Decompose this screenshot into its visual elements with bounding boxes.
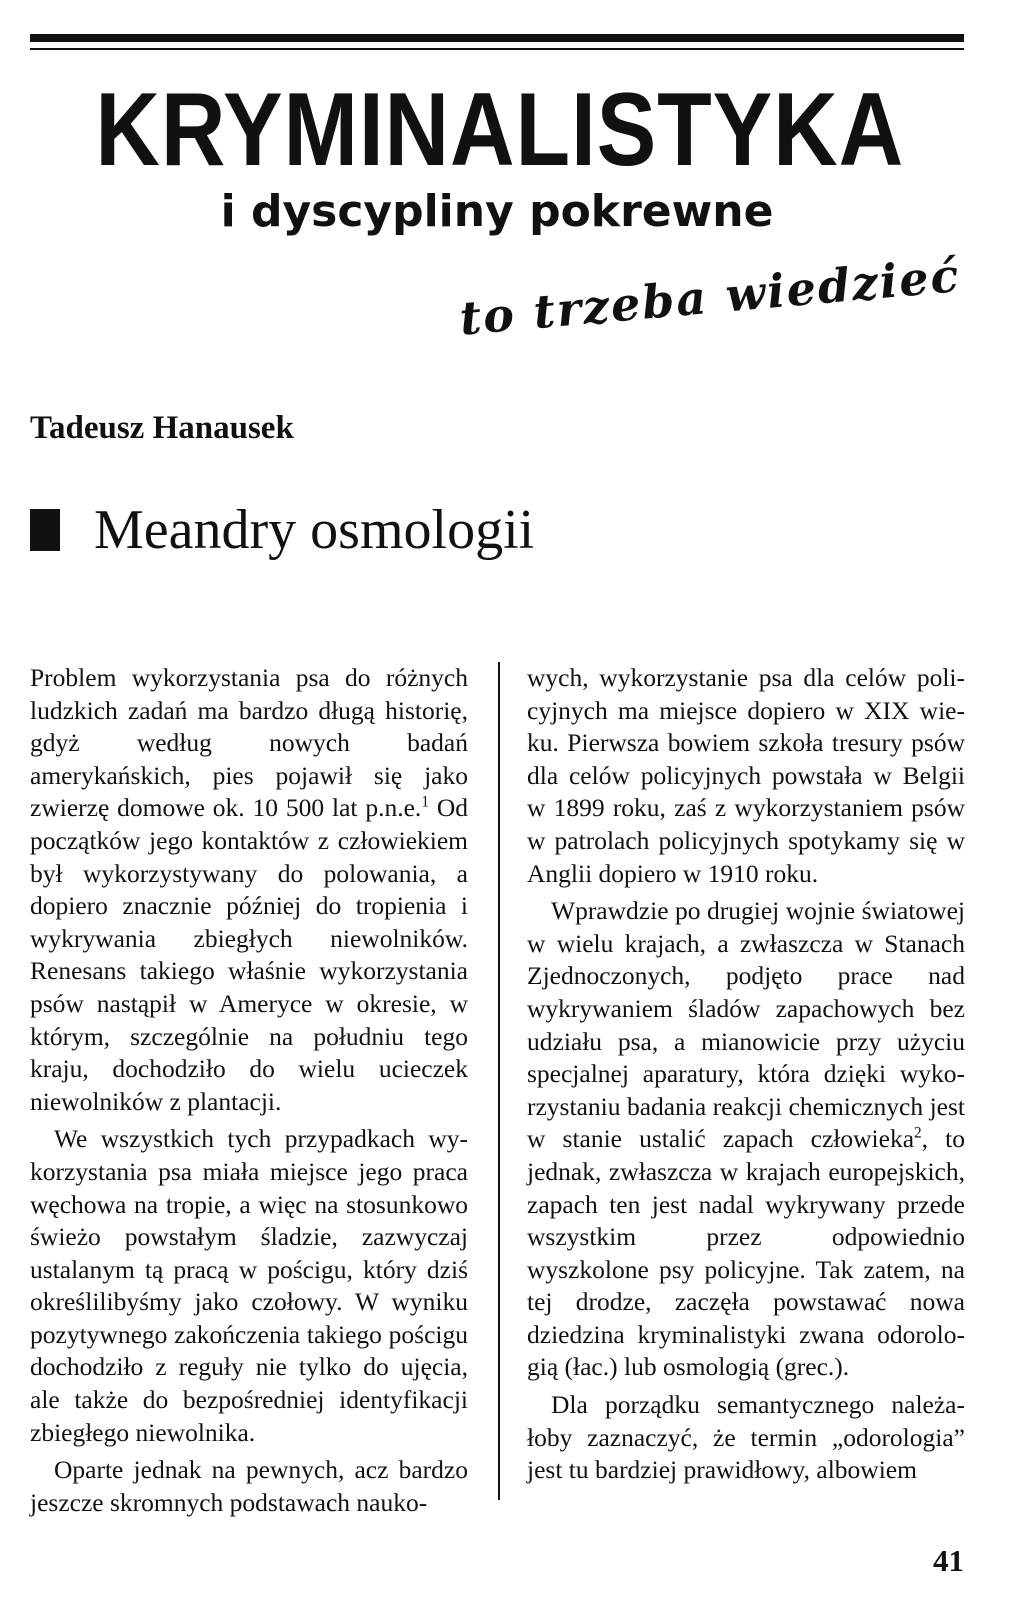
paragraph: Problem wykorzystania psa do różnych ludzkich zadań ma bardzo długą historię, gdyż według nowych badań amerykańskich, pies pojawił się jako zwierzę domowe ok. 10 500 lat p.n.e.$^1$ Od początków jego kontaktów z człowiekiem był wykorzystywany do polowania, a dopiero znacznie później do tropienia i wykrywania zbiegłych niewolników. Renesans takiego właśnie wykorzystania psów nastąpił w Ameryce w okresie, w którym, szczególnie na południu tego kraju, dochodziło do wielu ucieczek niewolników z plantacji.: [30, 663, 468, 1116]
paragraph: Wprawdzie po drugiej wojnie światowej w wielu krajach, a zwłaszcza w Stanach Zjednoczonych, podjęto prace nad wykrywaniem śladów zapachowych bez udziału psa, a mianowicie przy użyciu specjalnej aparatury, która dzięki wykorzystaniu badania reakcji chemicznych jest w stanie ustalić zapach człowieka$^2$, to jednak, zwłaszcza w krajach europejskich, zapach ten jest nadal wykrywany przede wszystkim przez odpowiednio wyszkolone psy policyjne. Tak zatem, na tej drodze, zaczęła powstawać nowa dziedzina kryminalistyki zwana odorologią (łac.) lub osmologią (grec.).: [527, 896, 965, 1382]
right-column: [527, 662, 965, 1487]
article-title-row: [30, 500, 534, 560]
footnote-marker: 1: [421, 793, 429, 811]
column-divider: [498, 662, 500, 1500]
footnote-marker: 2: [914, 1124, 922, 1142]
article-body: [30, 662, 964, 1537]
paragraph: We wszystkich tych przypadkach wykorzystania psa miała miejsce jego praca węchowa na tropie, a więc na stosunkowo świeżo powstałym śladzie, zazwyczaj ustalanym tą pracą w pościgu, który dziś określilibyśmy jako czołowy. W wyniku pozytywnego zakończenia takiego pościgu dochodziło z reguły nie tylko do ujęcia, ale także do bezpośredniej identyfikacji zbiegłego niewolnika.: [30, 1124, 468, 1447]
title-bullet-square-icon: [30, 509, 60, 551]
top-rule-thick: [30, 34, 964, 42]
paragraph: Oparte jednak na pewnych, acz bardzo jeszcze skromnych podstawach nauko-: [30, 1455, 468, 1517]
article-author: Tadeusz Hanausek: [30, 410, 294, 446]
masthead-subtitle: i dyscypliny pokrewne: [220, 186, 774, 237]
page-number: 41: [933, 1543, 964, 1578]
paragraph: Dla porządku semantycznego należałoby zaznaczyć, że termin „odorologia” jest tu bardziej prawidłowy, albowiem: [527, 1390, 965, 1485]
masthead-title: KRYMINALISTYKA: [95, 72, 905, 188]
top-rule-thin: [30, 48, 964, 50]
handwritten-tagline: to trzeba wiedzieć: [457, 248, 963, 346]
paragraph: wych, wykorzystanie psa dla celów policyjnych ma miejsce dopiero w XIX wieku. Pierwsza bowiem szkoła tresury psów dla celów policyjnych powstała w Belgii w 1899 roku, zaś z wykorzystaniem psów w patrolach policyjnych spotykamy się w Anglii dopiero w 1910 roku.: [527, 663, 965, 888]
article-title: Meandry osmologii: [94, 499, 535, 561]
left-column: [30, 662, 468, 1519]
